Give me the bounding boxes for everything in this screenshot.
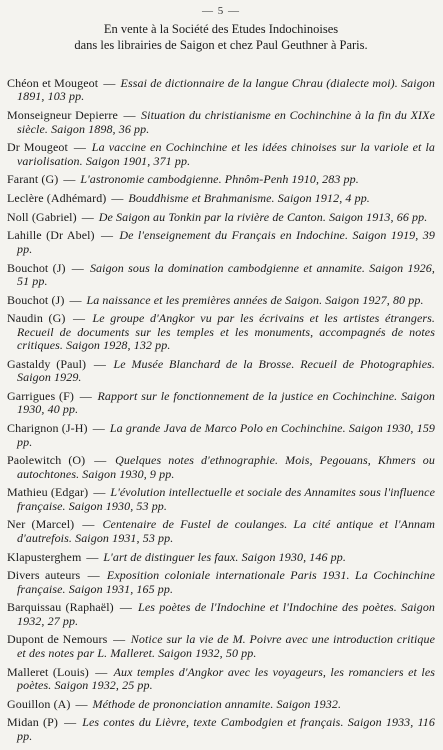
entry-author: Mathieu (Edgar) bbox=[7, 485, 89, 500]
entry-title: Le Musée Blanchard de la Brosse. Recueil de Photographies. Saigon 1929. bbox=[17, 356, 436, 385]
entry-author: Garrigues (F) bbox=[7, 388, 74, 403]
entry-author: Klapusterghem bbox=[7, 549, 82, 564]
entry-title: De Saigon au Tonkin par la rivière de Canton. Saigon 1913, 66 pp. bbox=[98, 209, 428, 224]
entry-separator: — bbox=[95, 664, 108, 679]
publication-entry bbox=[7, 486, 435, 513]
entry-separator: — bbox=[92, 421, 105, 436]
entry-author: Naudin (G) bbox=[7, 311, 66, 326]
entry-title: Bouddhisme et Brahmanisme. Saigon 1912, 4 pp. bbox=[128, 191, 370, 206]
header-line-2: dans les librairies de Saigon et chez Paul Geuthner à Paris. bbox=[74, 38, 368, 52]
publication-entry bbox=[7, 229, 435, 256]
entry-separator: — bbox=[69, 292, 82, 307]
entry-author: Leclère (Adhémard) bbox=[7, 191, 107, 206]
entry-title: Situation du christianisme en Cochinchine à la fin du XIXe siècle. Saigon 1898, 36 pp. bbox=[17, 108, 435, 136]
entry-title: Rapport sur le fonctionnement de la justice en Cochinchine. Saigon 1930, 40 pp. bbox=[17, 388, 436, 417]
entry-title: Méthode de prononciation annamite. Saigon 1932. bbox=[92, 696, 342, 711]
publication-entry bbox=[7, 454, 435, 481]
entry-separator: — bbox=[63, 172, 76, 187]
entry-title: Centenaire de Fustel de coulanges. La cité antique et l'Annam d'autrefois. Saigon 1931, 53 pp. bbox=[17, 517, 436, 545]
entry-title: Notice sur la vie de M. Poivre avec une introduction critique et des notes par L. Malleret. Saigon 1932, 50 pp. bbox=[17, 632, 436, 660]
publication-entry bbox=[7, 422, 435, 449]
publication-entry bbox=[7, 601, 435, 628]
publication-entry bbox=[7, 192, 435, 205]
entry-separator: — bbox=[100, 228, 113, 243]
entry-title: L'évolution intellectuelle et sociale des Annamites sous l'influence française. Saigon 1930, 53 pp. bbox=[17, 485, 436, 513]
entry-separator: — bbox=[81, 209, 94, 224]
entry-title: Le groupe d'Angkor vu par les écrivains et les artistes étrangers. Recueil de documents sur les temples et les monuments, accompagnés de notes critiques. Saigon 1928, 132 pp. bbox=[17, 311, 436, 353]
entry-author: Bouchot (J) bbox=[7, 292, 65, 307]
entry-separator: — bbox=[93, 485, 106, 500]
entry-author: Bouchot (J) bbox=[7, 260, 66, 275]
entry-separator: — bbox=[87, 568, 100, 583]
entry-author: Ner (Marcel) bbox=[7, 517, 75, 532]
entry-separator: — bbox=[103, 76, 116, 90]
entry-separator: — bbox=[75, 696, 88, 711]
catalog-header bbox=[7, 21, 435, 53]
entry-author: Gastaldy (Paul) bbox=[7, 356, 87, 371]
publication-entry bbox=[7, 698, 435, 711]
publication-entry bbox=[7, 77, 435, 104]
entry-separator: — bbox=[113, 632, 126, 647]
entry-author: Divers auteurs bbox=[7, 568, 81, 583]
entry-title: La grande Java de Marco Polo en Cochinchine. Saigon 1930, 159 pp. bbox=[17, 421, 436, 449]
entry-separator: — bbox=[71, 260, 84, 275]
entry-author: Dr Mougeot bbox=[7, 140, 68, 155]
entry-author: Chéon et Mougeot bbox=[7, 76, 99, 90]
entry-author: Barquissau (Raphaël) bbox=[7, 600, 114, 615]
entry-separator: — bbox=[93, 356, 106, 371]
entry-author: Farant (G) bbox=[7, 172, 59, 187]
entry-title: La vaccine en Cochinchine et les idées chinoises sur la variole et la variolisation. Saigon 1901, 371 pp. bbox=[17, 140, 436, 168]
page-number: — 5 — bbox=[202, 5, 240, 17]
entry-author: Paolewitch (O) bbox=[7, 453, 86, 468]
entry-separator: — bbox=[119, 600, 132, 615]
entry-author: Midan (P) bbox=[7, 715, 58, 730]
entry-separator: — bbox=[94, 453, 107, 468]
entry-author: Malleret (Louis) bbox=[7, 664, 89, 679]
publication-entry bbox=[7, 109, 435, 136]
header-line-1: En vente à la Société des Etudes Indochinoises bbox=[103, 22, 339, 36]
entry-title: Les contes du Lièvre, texte Cambodgien et français. Saigon 1933, 116 pp. bbox=[17, 715, 435, 743]
entry-separator: — bbox=[73, 140, 86, 155]
entry-separator: — bbox=[64, 715, 77, 730]
publication-entry bbox=[7, 262, 435, 289]
entry-author: Monseigneur Depierre bbox=[7, 108, 118, 123]
entry-separator: — bbox=[79, 388, 92, 403]
entry-author: Noll (Gabriel) bbox=[7, 209, 77, 224]
entry-title: Quelques notes d'ethnographie. Mois, Pegouans, Khmers ou autochtones. Saigon 1930, 9 pp. bbox=[17, 453, 435, 481]
entry-title: Les poètes de l'Indochine et l'Indochine des poètes. Saigon 1932, 27 pp. bbox=[17, 600, 436, 628]
publication-entry bbox=[7, 141, 435, 168]
publication-entry bbox=[7, 551, 435, 564]
publication-entry bbox=[7, 294, 435, 307]
entry-title: Saigon sous la domination cambodgienne et annamite. Saigon 1926, 51 pp. bbox=[17, 260, 435, 288]
entry-author: Charignon (J-H) bbox=[7, 421, 88, 436]
entry-separator: — bbox=[123, 108, 136, 123]
entry-separator: — bbox=[82, 517, 95, 532]
publication-entry bbox=[7, 666, 435, 693]
entry-separator: — bbox=[86, 549, 99, 564]
publication-entry bbox=[7, 569, 435, 596]
entry-author: Gouillon (A) bbox=[7, 696, 71, 711]
entry-separator: — bbox=[111, 191, 124, 206]
entry-title: De l'enseignement du Français en Indochine. Saigon 1919, 39 pp. bbox=[17, 228, 435, 256]
entry-author: Dupont de Nemours bbox=[7, 632, 108, 647]
entry-title: Exposition coloniale internationale Paris 1931. La Cochinchine française. Saigon 1931, 165 pp. bbox=[17, 568, 436, 596]
entry-title: La naissance et les premières années de Saigon. Saigon 1927, 80 pp. bbox=[86, 292, 424, 307]
publication-entry bbox=[7, 312, 435, 352]
entry-title: L'astronomie cambodgienne. Phnôm-Penh 1910, 283 pp. bbox=[80, 172, 359, 187]
publication-entry bbox=[7, 716, 435, 743]
publication-entry bbox=[7, 390, 435, 417]
publication-entry bbox=[7, 518, 435, 545]
publication-entry bbox=[7, 358, 435, 385]
entry-title: Aux temples d'Angkor avec les voyageurs, les romanciers et les poètes. Saigon 1932, 25 pp. bbox=[17, 664, 436, 692]
entry-title: Essai de dictionnaire de la langue Chrau (dialecte moi). Saigon 1891, 103 pp. bbox=[17, 76, 436, 104]
publication-entry bbox=[7, 211, 435, 224]
publication-entry bbox=[7, 633, 435, 660]
entry-separator: — bbox=[72, 311, 85, 326]
publication-entry bbox=[7, 173, 435, 186]
publication-list bbox=[7, 77, 435, 743]
entry-title: L'art de distinguer les faux. Saigon 1930, 146 pp. bbox=[103, 549, 346, 564]
entry-author: Lahille (Dr Abel) bbox=[7, 228, 95, 243]
